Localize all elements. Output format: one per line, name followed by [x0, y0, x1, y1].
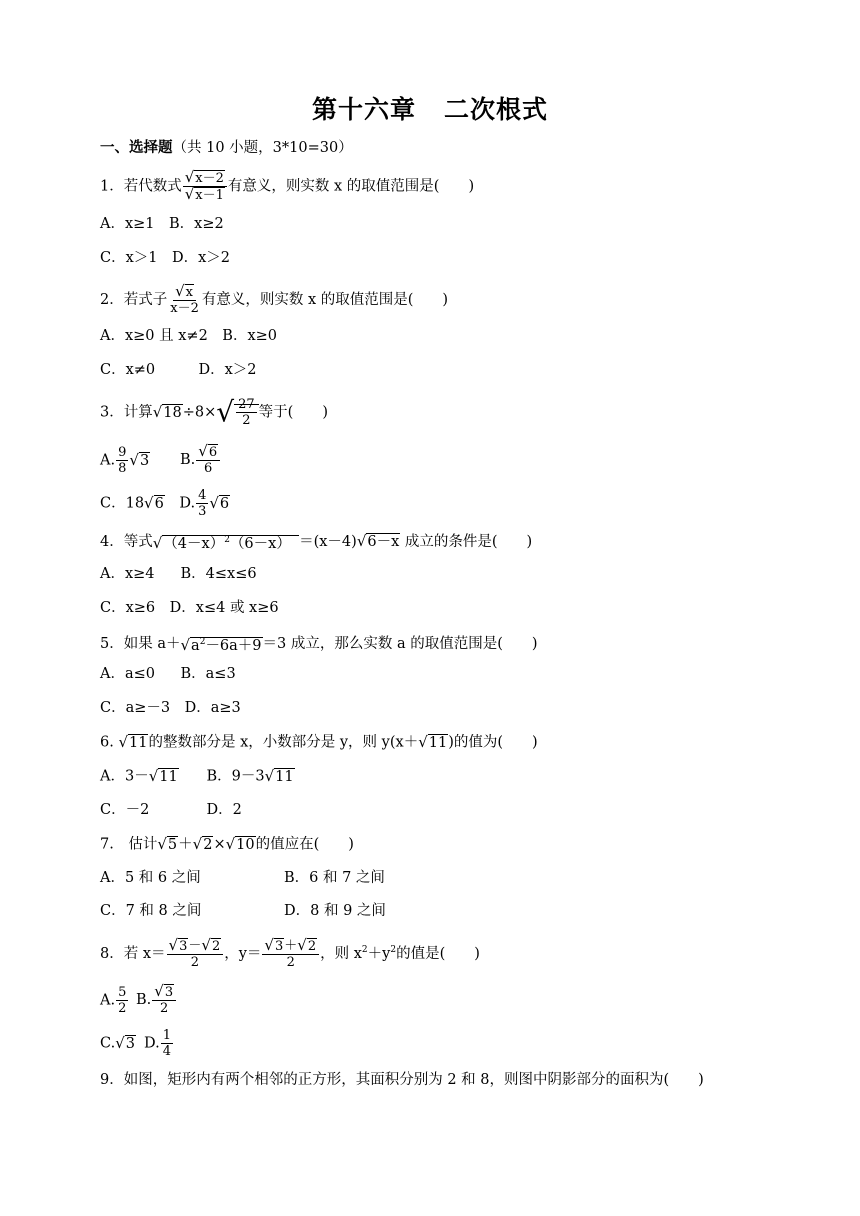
q8-option-d[interactable]: D. $\frac{1}{4}$	[144, 1028, 171, 1059]
q2-fraction: $\frac{√x}{x-2}$	[170, 282, 199, 316]
q1-options-cd	[100, 248, 230, 268]
q5-option-d[interactable]: D．a≥3	[184, 700, 241, 716]
q5-options-cd	[100, 698, 241, 718]
q6-options-ab	[100, 766, 295, 787]
q4-option-a[interactable]: A．x≥4	[100, 566, 155, 582]
q8-x-fraction: $\frac{√3-√2}{2}$	[167, 938, 224, 970]
q3-option-b[interactable]: B. $\frac{√6}{6}$	[180, 444, 221, 476]
q8-y-fraction: $\frac{√3+√2}{2}$	[262, 938, 319, 970]
section-info: （共 10 小题，3*10=30）	[172, 140, 353, 156]
q7-options-ab	[100, 868, 385, 888]
section-heading	[100, 138, 353, 158]
q8-option-b[interactable]: B. $\frac{√3}{2}$	[136, 984, 177, 1016]
q5-options-ab	[100, 664, 236, 684]
q6-option-c[interactable]: C．－2	[100, 802, 150, 818]
q4-root: $√(4-x)^2(6-x)$	[153, 530, 299, 554]
q5-option-c[interactable]: C．a≥－3	[100, 700, 171, 716]
question-7: 7. 估计√5＋√2×√10的值应在( )	[100, 835, 354, 853]
q6-options-cd	[100, 800, 242, 820]
q2-option-b[interactable]: B．x≥0	[222, 328, 278, 344]
q3-root-fraction: √ $\frac{27}{2}$	[216, 397, 258, 428]
q1-option-d[interactable]: D．x＞2	[172, 250, 231, 266]
q2-option-c[interactable]: C．x≠0	[100, 362, 156, 378]
title-chapter: 第十六章	[311, 95, 416, 124]
q4-option-c[interactable]: C．x≥6	[100, 600, 156, 616]
q3-option-d[interactable]: D. $\frac{4}{3}$ √6	[179, 488, 230, 519]
q4-options-cd	[100, 598, 279, 618]
q5-root: $√a^2-6a+9$	[180, 635, 262, 654]
q4-options-ab	[100, 564, 257, 584]
q5-option-a[interactable]: A．a≤0	[100, 666, 155, 682]
q2-options-ab	[100, 326, 277, 346]
q1-option-b[interactable]: B．x≥2	[169, 216, 224, 232]
q4-option-d[interactable]: D．x≤4 或 x≥6	[169, 600, 279, 616]
q7-option-d[interactable]: D．8 和 9 之间	[284, 903, 386, 919]
q1-option-c[interactable]: C．x＞1	[100, 250, 158, 266]
q6-option-b[interactable]: B．9－3√11	[206, 767, 294, 785]
section-label: 一、选择题	[100, 140, 173, 156]
q7-option-c[interactable]: C．7 和 8 之间	[100, 903, 202, 919]
q3-options-ab	[100, 444, 221, 476]
page-title	[0, 90, 860, 126]
q5-option-b[interactable]: B．a≤3	[180, 666, 236, 682]
q3-option-c[interactable]: C．18√6	[100, 494, 164, 512]
q6-option-d[interactable]: D．2	[206, 802, 242, 818]
q2-options-cd	[100, 360, 257, 380]
q2-option-d[interactable]: D．x＞2	[198, 362, 257, 378]
title-topic: 二次根式	[444, 95, 549, 124]
question-5: 5．如果 $a+√a^2-6a+9=3$ 成立，那么实数 a 的取值范围是( )	[100, 632, 538, 656]
q8-options-cd	[100, 1028, 174, 1059]
q8-option-c[interactable]: C.√3	[100, 1034, 135, 1052]
question-4: 4．等式$√(4-x)^2(6-x)$ ＝(x－4)√6－x 成立的条件是( )	[100, 530, 532, 554]
q4-option-b[interactable]: B．4≤x≤6	[180, 566, 257, 582]
q1-options-ab	[100, 214, 224, 234]
question-6: 6. √11的整数部分是 x，小数部分是 y，则 y(x＋√11)的值为( )	[100, 733, 538, 751]
question-9: 9．如图，矩形内有两个相邻的正方形，其面积分别为 2 和 8，则图中阴影部分的面积为( )	[100, 1072, 704, 1088]
q1-fraction: $\frac{√x-2}{√x-1}$	[183, 170, 227, 203]
q1-option-a[interactable]: A．x≥1	[100, 216, 155, 232]
q3-option-a[interactable]: A. $\frac{9}{8}$ √3	[100, 444, 150, 476]
question-3: 3．计算√18÷8×√ $\frac{27}{2}$ 等于( )	[100, 395, 328, 429]
q2-option-a[interactable]: A．x≥0 且 x≠2	[100, 328, 208, 344]
question-8: 8．若 x＝ $\frac{√3-√2}{2}$ ，y＝ $\frac{√3+√2}{2}$ ，则 $x^2+y^2$的值是( )	[100, 936, 480, 970]
q6-option-a[interactable]: A．3－√11	[100, 767, 178, 785]
q7-option-a[interactable]: A．5 和 6 之间	[100, 870, 201, 886]
question-2: 2．若式子 $\frac{√x}{x-2}$ 有意义，则实数 x 的取值范围是( )	[100, 282, 449, 316]
q7-options-cd	[100, 901, 386, 921]
q3-options-cd	[100, 488, 230, 519]
question-1: 1．若代数式 $\frac{√x-2}{√x-1}$ 有意义，则实数 x 的取值范围是( )	[100, 168, 475, 203]
q8-options-ab	[100, 984, 177, 1016]
q8-option-a[interactable]: A. $\frac{5}{2}$	[100, 984, 127, 1016]
q7-option-b[interactable]: B．6 和 7 之间	[284, 870, 385, 886]
